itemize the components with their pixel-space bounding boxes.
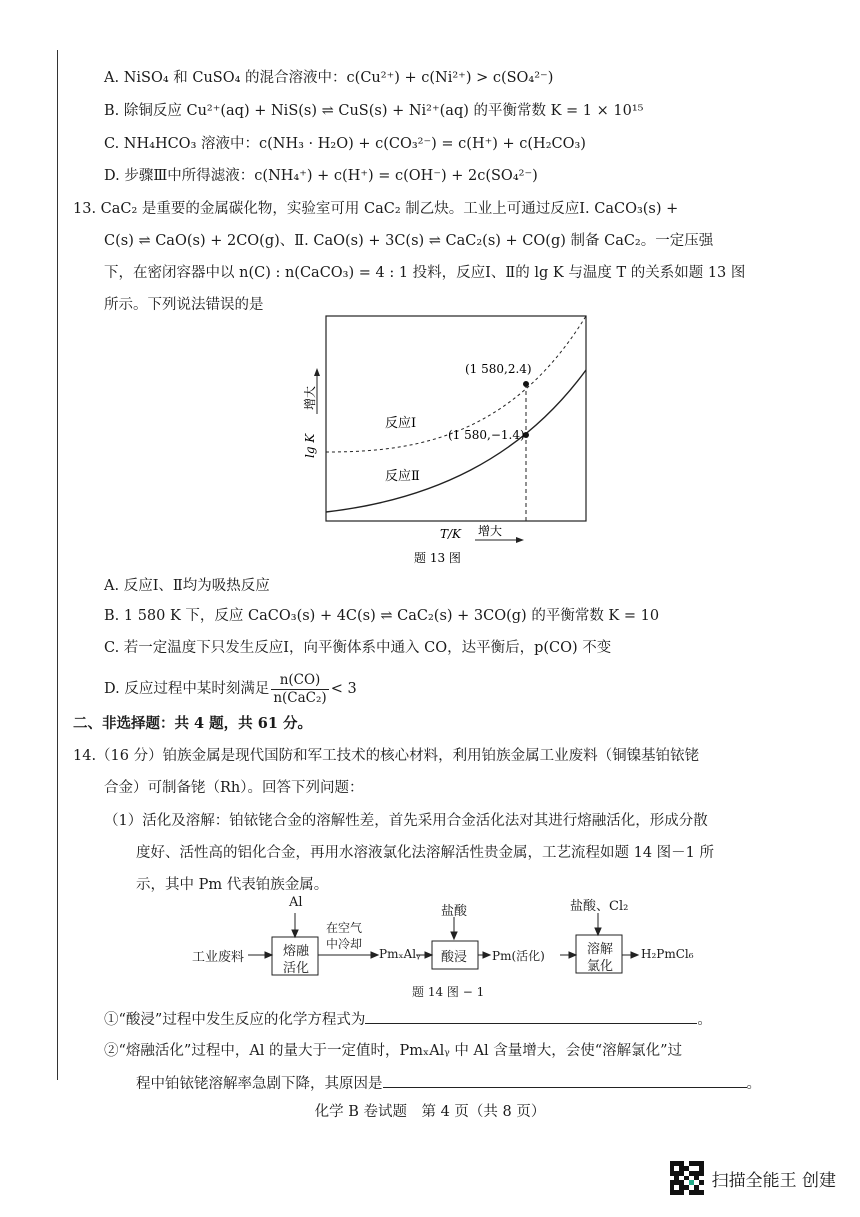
q12-option-c: C. NH₄HCO₃ 溶液中：c(NH₃ · H₂O) + c(CO₃²⁻) = c(H⁺) + c(H₂CO₃) [104,136,586,152]
scanner-watermark [670,1161,836,1195]
flow-product1: PmₓAlᵧ [379,947,421,961]
q14-sub2-period: 。 [746,1076,761,1092]
q14-sub1-period: 。 [697,1012,712,1028]
watermark-text: 扫描全能王 创建 [711,1170,836,1191]
flow-add-al: Al [289,895,303,910]
point-reaction-1 [523,381,529,387]
q14-sub1 [104,1009,712,1030]
q14-part1-line2: 度好、活性高的铝化合金，再用水溶液氯化法溶解活性贵金属，工艺流程如题 14 图－1 所 [136,845,714,861]
point-label-reaction-1: (1 580,2.4) [465,362,532,376]
x-axis-arrow-head [516,537,524,543]
point-label-reaction-2: (1 580,−1.4) [448,428,525,442]
flow-diagram-14-1 [190,895,710,1005]
q14-sub2-line2 [136,1073,761,1094]
flow-input: 工业废料 [192,950,245,965]
flow-product3: H₂PmCl₆ [641,947,694,961]
q14-stem-line1: 14.（16 分）铂族金属是现代国防和军工技术的核心材料，利用铂族金属工业废料（铜镍基铂铱铑 [73,748,700,764]
flow-box3-line1: 溶解 [587,942,614,957]
q12-option-b: B. 除铜反应 Cu²⁺(aq) + NiS(s) ⇌ CuS(s) + Ni²⁺(aq) 的平衡常数 K = 1 × 10¹⁵ [104,103,644,119]
q14-stem-line2: 合金）可制备铑（Rh）。回答下列问题： [104,780,364,796]
flow-box2-label: 酸浸 [441,950,468,965]
flow-condition-line1: 在空气 [326,921,363,935]
q14-part1-line1: （1）活化及溶解：铂铱铑合金的溶解性差，首先采用合金活化法对其进行熔融活化，形成分散 [104,813,708,829]
q13-stem-line4: 所示。下列说法错误的是 [104,297,264,313]
q14-sub2-text: 程中铂铱铑溶解率急剧下降，其原因是 [136,1076,383,1092]
answer-blank-2[interactable] [383,1073,747,1088]
flow-condition-line2: 中冷却 [326,937,363,951]
q13-option-c: C. 若一定温度下只发生反应Ⅰ，向平衡体系中通入 CO，达平衡后，p(CO) 不变 [104,640,612,656]
chart-frame [326,316,586,521]
flow-add-hcl-cl2: 盐酸、Cl₂ [570,899,629,914]
q14-sub2-line1: ②“熔融活化”过程中，Al 的量大于一定值时，PmₓAlᵧ 中 Al 含量增大，会使“溶解氯化”过 [104,1043,683,1059]
q13-option-d-suffix: < 3 [330,681,357,697]
flow-box3-line2: 氯化 [587,959,614,974]
flow-box1-line1: 熔融 [283,944,310,959]
q13-option-b: B. 1 580 K 下，反应 CaCO₃(s) + 4C(s) ⇌ CaC₂(s) + 3CO(g) 的平衡常数 K = 10 [104,608,660,624]
q13-option-d [104,670,357,708]
x-axis-arrow-label: 增大 [478,524,503,538]
y-axis-arrow-head [314,368,320,376]
q13-option-a: A. 反应Ⅰ、Ⅱ均为吸热反应 [104,578,270,594]
y-axis-arrow-label: 增大 [303,385,317,410]
y-axis-label: lg K [303,433,317,458]
x-axis-label: T/K [440,527,462,541]
figure-13-caption: 题 13 图 [414,551,461,565]
q13-stem-line2: C(s) ⇌ CaO(s) + 2CO(g)、Ⅱ. CaO(s) + 3C(s) ⇌ CaC₂(s) + CO(g) 制备 CaC₂。一定压强 [104,233,714,249]
qr-code-icon [670,1161,704,1195]
q13-option-d-prefix: D. 反应过程中某时刻满足 [104,681,270,697]
answer-blank-1[interactable] [365,1009,697,1024]
flow-caption: 题 14 图 − 1 [412,985,485,999]
q13-stem-line3: 下，在密闭容器中以 n(C) : n(CaCO₃) = 4 : 1 投料，反应Ⅰ、Ⅱ的 lg K 与温度 T 的关系如题 13 图 [104,265,746,281]
q12-option-a: A. NiSO₄ 和 CuSO₄ 的混合溶液中：c(Cu²⁺) + c(Ni²⁺) > c(SO₄²⁻) [104,70,554,86]
figure-13-chart [290,310,600,570]
page-footer: 化学 B 卷试题 第 4 页（共 8 页） [314,1104,546,1120]
flow-product2: Pm(活化) [492,949,545,963]
flow-box1-line2: 活化 [283,961,310,976]
flow-add-hcl: 盐酸 [441,904,468,919]
q13-stem-line1: 13. CaC₂ 是重要的金属碳化物，实验室可用 CaC₂ 制乙炔。工业上可通过反应Ⅰ. CaCO₃(s) + [73,201,679,217]
fraction-denominator: n(CaC₂) [273,689,327,706]
margin-line [57,50,58,1080]
series-label-reaction-2: 反应Ⅱ [385,469,420,484]
q14-part1-line3: 示，其中 Pm 代表铂族金属。 [136,877,329,893]
q13-option-d-fraction [271,672,328,707]
series-label-reaction-1: 反应Ⅰ [385,416,417,431]
section-2-heading: 二、非选择题：共 4 题，共 61 分。 [73,715,312,732]
q12-option-d: D. 步骤Ⅲ中所得滤液：c(NH₄⁺) + c(H⁺) = c(OH⁻) + 2c(SO₄²⁻) [104,168,538,184]
fraction-numerator: n(CO) [271,672,328,690]
q14-sub1-text: ①“酸浸”过程中发生反应的化学方程式为 [104,1012,366,1028]
